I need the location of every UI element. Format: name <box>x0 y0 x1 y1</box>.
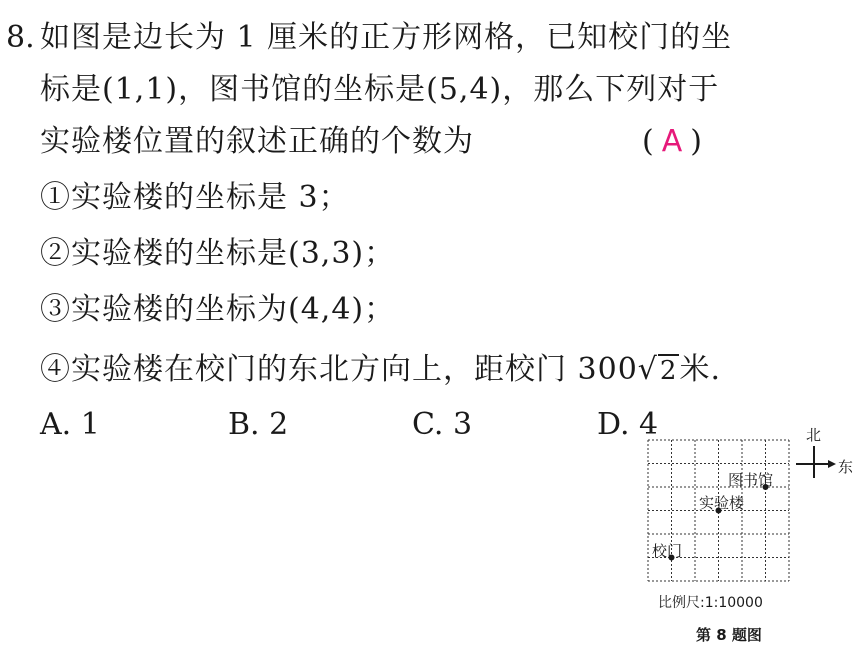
question-number: 8. <box>6 20 35 55</box>
grid-figure <box>636 420 860 645</box>
choice-b: B. 2 <box>228 407 289 442</box>
lab-label: 实验楼 <box>699 494 745 512</box>
statement-4 <box>40 352 721 389</box>
statement-4-prefix: ④实验楼在校门的东北方向上，距校门 300 <box>40 352 638 387</box>
statement-4-suffix: 米. <box>679 352 722 387</box>
statement-1: ①实验楼的坐标是 3； <box>40 180 350 215</box>
figure-caption: 第 8 题图 <box>696 626 762 644</box>
answer-close-paren: ) <box>690 124 702 159</box>
choice-c: C. 3 <box>412 407 473 442</box>
sqrt-expression <box>638 352 680 389</box>
statement-2: ②实验楼的坐标是(3,3)； <box>40 236 396 271</box>
answer-bracket <box>642 124 702 160</box>
answer-open-paren: ( <box>642 124 654 159</box>
compass-north-label: 北 <box>806 426 822 444</box>
statement-3: ③实验楼的坐标为(4,4)； <box>40 292 396 327</box>
sqrt-sign-icon: √ <box>637 352 658 387</box>
gate-label: 校门 <box>652 542 683 560</box>
choice-d: D. 4 <box>597 407 659 442</box>
question-stem-line-3: 实验楼位置的叙述正确的个数为 <box>40 124 474 159</box>
question-stem-line-1: 如图是边长为 1 厘米的正方形网格，已知校门的坐 <box>40 20 733 55</box>
scale-label: 比例尺:1:10000 <box>658 595 763 611</box>
compass-east-label: 东 <box>838 458 854 476</box>
choice-a: A. 1 <box>40 407 100 442</box>
answer-letter: A <box>661 124 683 159</box>
compass-icon <box>796 446 836 478</box>
sqrt-radicand: 2 <box>659 356 678 386</box>
question-stem-line-2: 标是(1,1)，图书馆的坐标是(5,4)，那么下列对于 <box>40 72 720 107</box>
library-label: 图书馆 <box>728 471 774 489</box>
